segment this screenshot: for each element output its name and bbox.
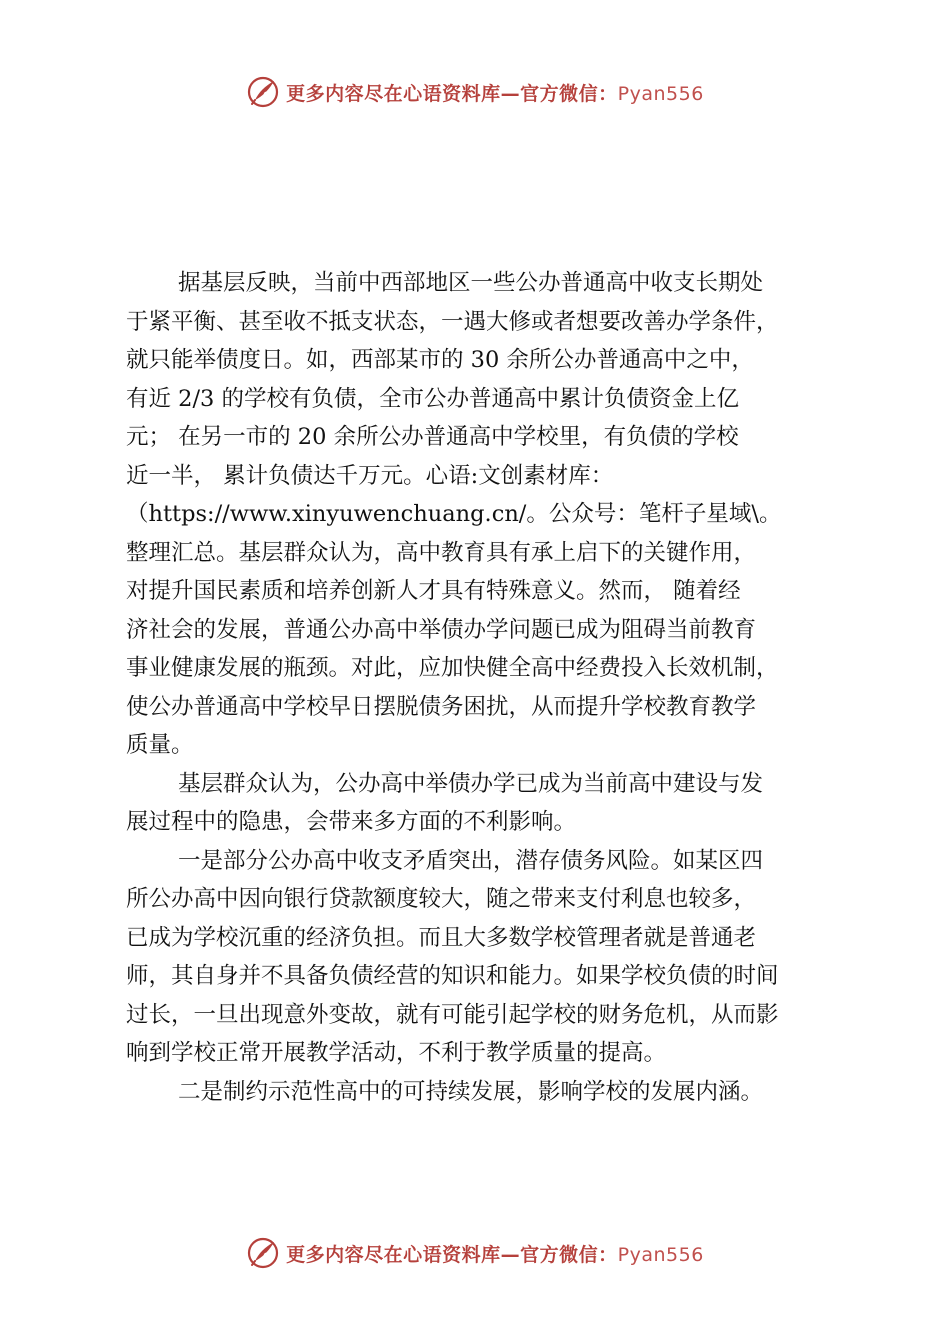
body-line-14: 基层群众认为，公办高中举债办学已成为当前高中建设与发 — [178, 770, 764, 797]
body-line-8: 整理汇总。基层群众认为，高中教育具有承上启下的关键作用， — [126, 539, 757, 566]
body-line-20: 过长，一旦出现意外变故，就有可能引起学校的财务危机，从而影 — [126, 1001, 779, 1028]
body-line-3: 就只能举债度日。如，西部某市的 30 余所公办普通高中之中， — [126, 347, 754, 373]
body-line-19: 师，其自身并不具备负债经营的知识和能力。如果学校负债的时间 — [126, 963, 779, 989]
quill-pen-logo-icon — [246, 75, 280, 109]
body-line-12: 使公办普通高中学校早日摆脱债务困扰，从而提升学校教育教学 — [126, 693, 757, 720]
body-line-10: 济社会的发展，普通公办高中举债办学问题已成为阻碍当前教育 — [126, 616, 757, 643]
header-wechat-id: Pyan556 — [617, 82, 704, 105]
body-line-4: 有近 2/3 的学校有负债，全市公办普通高中累计负债资金上亿 — [126, 385, 740, 412]
body-line-5: 元； 在另一市的 20 余所公办普通高中学校里，有负债的学校 — [126, 424, 739, 450]
body-line-15: 展过程中的隐患，会带来多方面的不利影响。 — [126, 809, 577, 835]
header-banner-text: 更多内容尽在心语资料库—官方微信：Pyan556 — [286, 82, 704, 105]
body-line-17: 所公办高中因向银行贷款额度较大，随之带来支付利息也较多， — [126, 886, 757, 912]
body-line-13: 质量。 — [126, 732, 194, 758]
footer-banner — [0, 1233, 950, 1273]
body-line-6: 近一半， 累计负债达千万元。心语:文创素材库： — [126, 462, 614, 489]
body-line-22: 二是制约示范性高中的可持续发展，影响学校的发展内涵。 — [178, 1078, 764, 1105]
body-line-2: 于紧平衡、甚至收不抵支状态，一遇大修或者想要改善办学条件， — [126, 308, 779, 335]
body-line-18: 已成为学校沉重的经济负担。而且大多数学校管理者就是普通老 — [126, 924, 757, 951]
header-banner — [0, 72, 950, 112]
body-line-9: 对提升国民素质和培养创新人才具有特殊意义。然而， 随着经 — [126, 578, 741, 604]
body-line-11: 事业健康发展的瓶颈。对此，应加快健全高中经费投入长效机制， — [126, 655, 779, 681]
document-body — [126, 264, 846, 1111]
body-line-21: 响到学校正常开展教学活动，不利于教学质量的提高。 — [126, 1040, 667, 1066]
body-line-7: （https://www.xinyuwenchuang.cn/。公众号：笔杆子星域\。 — [126, 501, 782, 527]
quill-pen-logo-icon — [246, 1236, 280, 1270]
footer-banner-text: 更多内容尽在心语资料库—官方微信：Pyan556 — [286, 1243, 704, 1266]
footer-wechat-id: Pyan556 — [617, 1243, 704, 1266]
body-line-1: 据基层反映，当前中西部地区一些公办普通高中收支长期处 — [178, 270, 764, 296]
body-line-16: 一是部分公办高中收支矛盾突出，潜存债务风险。如某区四 — [178, 847, 764, 874]
